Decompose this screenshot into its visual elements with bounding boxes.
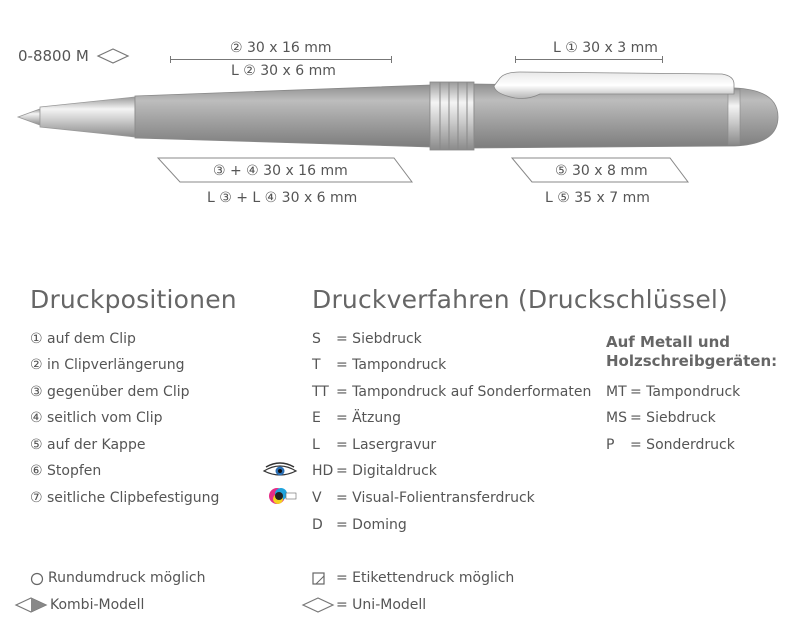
method-code: L <box>312 437 320 453</box>
dim-cap-laser: L ⑤ 35 x 7 mm <box>545 190 650 206</box>
uni-model-legend-diamond-icon <box>301 597 337 613</box>
metal-label: = Tampondruck <box>630 384 741 400</box>
rundum-circle-icon <box>30 571 46 587</box>
legend-rundum: Rundumdruck möglich <box>48 570 206 586</box>
legend-kombi: Kombi-Modell <box>50 597 145 613</box>
position-item: ④ seitlich vom Clip <box>30 410 163 426</box>
pen-front-cone <box>40 97 135 137</box>
method-label: = Visual-Folientransferdruck <box>336 490 535 506</box>
method-code: HD <box>312 463 334 479</box>
method-label: = Siebdruck <box>336 331 422 347</box>
metal-label: = Siebdruck <box>630 410 716 426</box>
metal-code: MT <box>606 384 627 400</box>
method-label: = Lasergravur <box>336 437 437 453</box>
eye-icon <box>262 463 298 479</box>
dim-clip-extension-laser: L ② 30 x 6 mm <box>231 63 336 79</box>
method-label: = Ätzung <box>336 410 401 426</box>
dim-clip: L ① 30 x 3 mm <box>553 40 658 56</box>
positions-heading: Druckpositionen <box>30 285 237 314</box>
legend-etikett: = Etikettendruck möglich <box>336 570 515 586</box>
pen-barrel <box>135 85 430 147</box>
metal-code: P <box>606 437 615 453</box>
position-item: ② in Clipverlängerung <box>30 357 185 373</box>
method-label: = Digitaldruck <box>336 463 437 479</box>
dim-cap: ⑤ 30 x 8 mm <box>555 163 648 179</box>
position-item: ⑦ seitliche Clipbefestigung <box>30 490 220 506</box>
position-item: ① auf dem Clip <box>30 331 136 347</box>
dim-side: ③ + ④ 30 x 16 mm <box>213 163 348 179</box>
kombi-model-diamond-icon <box>14 597 50 613</box>
method-code: TT <box>312 384 329 400</box>
metal-heading-line1: Auf Metall und <box>606 333 731 351</box>
methods-heading: Druckverfahren (Druckschlüssel) <box>312 285 729 314</box>
method-code: T <box>312 357 321 373</box>
model-code: 0-8800 M <box>18 47 89 65</box>
metal-label: = Sonderdruck <box>630 437 735 453</box>
method-code: E <box>312 410 321 426</box>
method-label: = Tampondruck auf Sonderformaten <box>336 384 592 400</box>
method-code: V <box>312 490 322 506</box>
method-code: D <box>312 517 323 533</box>
position-item: ③ gegenüber dem Clip <box>30 384 190 400</box>
method-code: S <box>312 331 321 347</box>
method-label: = Doming <box>336 517 407 533</box>
dim-side-laser: L ③ + L ④ 30 x 6 mm <box>207 190 358 206</box>
pen-tip <box>18 109 40 125</box>
visual-transfer-icon <box>268 485 298 509</box>
metal-code: MS <box>606 410 627 426</box>
position-item: ⑤ auf der Kappe <box>30 437 146 453</box>
position-item: ⑥ Stopfen <box>30 463 102 479</box>
etikett-square-icon <box>312 571 328 587</box>
method-label: = Tampondruck <box>336 357 447 373</box>
legend-uni: = Uni-Modell <box>336 597 427 613</box>
pen-cap-ring <box>728 89 740 145</box>
metal-heading-line2: Holzschreibgeräten: <box>606 352 778 370</box>
dim-clip-extension: ② 30 x 16 mm <box>230 40 332 56</box>
